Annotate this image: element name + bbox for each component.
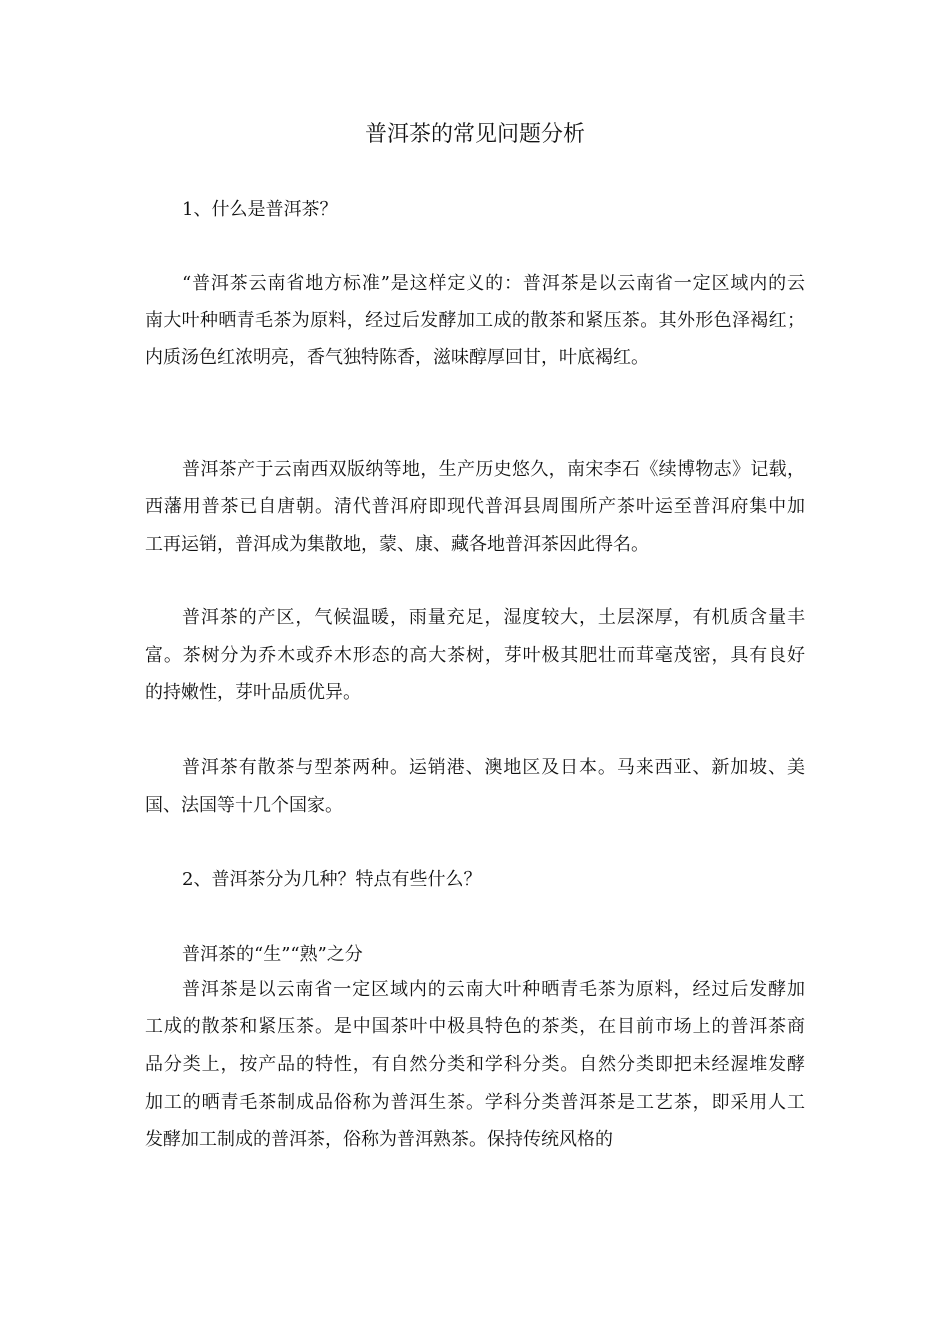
text-line: 工成的散茶和紧压茶。是中国茶叶中极具特色的茶类，在目前市场上的普洱茶商 <box>145 1016 805 1037</box>
question-heading-1: 1、什么是普洱茶？ <box>182 199 338 220</box>
text-line: 富。茶树分为乔木或乔木形态的高大茶树，芽叶极其肥壮而茸毫茂密，具有良好 <box>145 645 805 666</box>
text-line: 内质汤色红浓明亮，香气独特陈香，滋味醇厚回甘，叶底褐红。 <box>145 347 649 368</box>
text-line: 加工的晒青毛茶制成品俗称为普洱生茶。学科分类普洱茶是工艺茶，即采用人工 <box>145 1092 805 1113</box>
text-line: 普洱茶是以云南省一定区域内的云南大叶种晒青毛茶为原料，经过后发酵加 <box>182 979 805 1000</box>
text-line: 普洱茶的产区，气候温暖，雨量充足，湿度较大，土层深厚，有机质含量丰 <box>182 607 805 628</box>
text-line: 的持嫩性，芽叶品质优异。 <box>145 682 361 703</box>
text-line: 发酵加工制成的普洱茶，俗称为普洱熟茶。保持传统风格的 <box>145 1129 613 1150</box>
text-line: 普洱茶有散茶与型茶两种。运销港、澳地区及日本。马来西亚、新加坡、美 <box>182 757 805 778</box>
text-line: 西藩用普茶已自唐朝。清代普洱府即现代普洱县周围所产茶叶运至普洱府集中加 <box>145 496 805 517</box>
text-line: 品分类上，按产品的特性，有自然分类和学科分类。自然分类即把未经渥堆发酵 <box>145 1054 805 1075</box>
text-line: “普洱茶云南省地方标准”是这样定义的：普洱茶是以云南省一定区域内的云 <box>182 273 805 294</box>
text-line: 国、法国等十几个国家。 <box>145 795 343 816</box>
question-heading-2: 2、普洱茶分为几种？特点有些什么？ <box>182 869 482 890</box>
text-line: 普洱茶产于云南西双版纳等地，生产历史悠久，南宋李石《续博物志》记载， <box>182 459 805 480</box>
text-line: 工再运销，普洱成为集散地，蒙、康、藏各地普洱茶因此得名。 <box>145 534 649 555</box>
page-title: 普洱茶的常见问题分析 <box>364 122 585 147</box>
subheading: 普洱茶的“生”“熟”之分 <box>182 944 363 965</box>
text-line: 南大叶种晒青毛茶为原料，经过后发酵加工成的散茶和紧压茶。其外形色泽褐红； <box>145 310 805 331</box>
